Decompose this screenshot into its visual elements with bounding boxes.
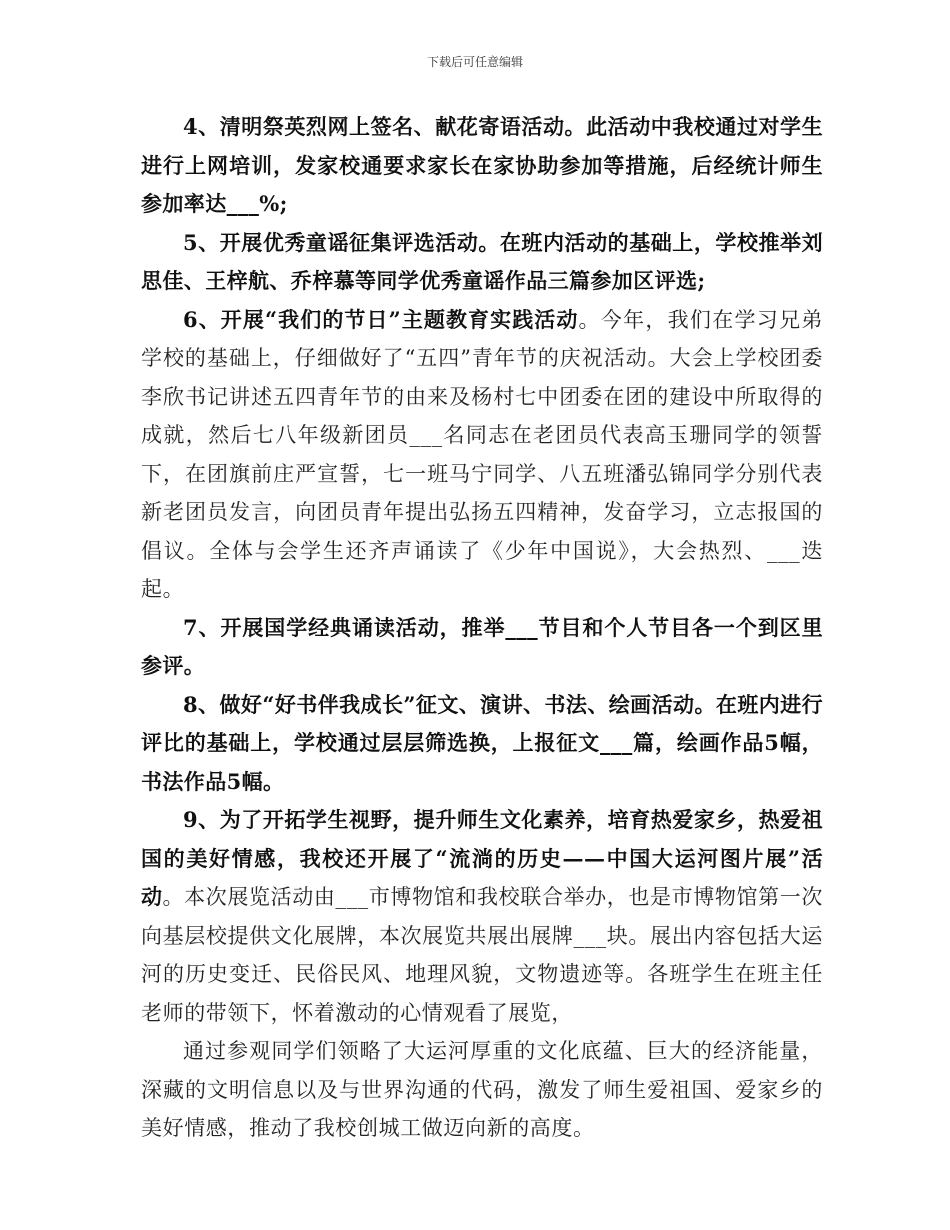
paragraph-conclusion-text: 通过参观同学们领略了大运河厚重的文化底蕴、巨大的经济能量，深藏的文明信息以及与世界沟通的代码，激发了师生爱祖国、爱家乡的美好情感，推动了我校创城工做迈向新的高度。: [141, 1039, 823, 1140]
paragraph-9-bold-text: 9、为了开拓学生视野，提升师生文化素养，培育热爱家乡，热爱祖国的美好情感，我校还开展了“流淌的历史——中国大运河图片展”活动: [141, 807, 823, 909]
paragraph-5-bold-text: 5、开展优秀童谣征集评选活动。在班内活动的基础上，学校推举刘思佳、王梓航、乔梓慕等同学优秀童谣作品三篇参加区评选;: [141, 229, 823, 293]
paragraph-item-6: [141, 301, 823, 609]
paragraph-item-9: [141, 801, 823, 1032]
paragraph-item-5: [141, 224, 823, 301]
paragraph-item-conclusion: [141, 1032, 823, 1148]
paragraph-item-7: [141, 609, 823, 686]
paragraph-item-4: [141, 108, 823, 224]
paragraph-9-text: 。本次展览活动由___市博物馆和我校联合举办，也是市博物馆第一次向基层校提供文化展牌，本次展览共展出展牌___块。展出内容包括大运河的历史变迁、民俗民风、地理风貌，文物遗迹等。各班学生在班主任老师的带领下，怀着激动的心情观看了展览，: [141, 885, 823, 1025]
paragraph-7-bold-text: 7、开展国学经典诵读活动，推举___节目和个人节目各一个到区里参评。: [141, 614, 823, 678]
paragraph-8-bold-text: 8、做好“好书伴我成长”征文、演讲、书法、绘画活动。在班内进行评比的基础上，学校通过层层筛选换，上报征文___篇，绘画作品5幅，书法作品5幅。: [141, 691, 823, 794]
paragraph-item-8: [141, 686, 823, 802]
document-body: [141, 108, 823, 1148]
paragraph-6-text: 。今年，我们在学习兄弟学校的基础上，仔细做好了“五四”青年节的庆祝活动。大会上学校团委李欣书记讲述五四青年节的由来及杨村七中团委在团的建设中所取得的成就，然后七八年级新团员___名同志在老团员代表高玉珊同学的领誓下，在团旗前庄严宣誓，七一班马宁同学、八五班潘弘锦同学分别代表新老团员发言，向团员青年提出弘扬五四精神，发奋学习，立志报国的倡议。全体与会学生还齐声诵读了《少年中国说》，大会热烈、___迭起。: [141, 307, 823, 601]
paragraph-6-bold-text: 6、开展“我们的节日”主题教育实践活动: [183, 306, 579, 332]
page-header: 下载后可任意编辑: [426, 55, 523, 69]
paragraph-4-bold-text: 4、清明祭英烈网上签名、献花寄语活动。此活动中我校通过对学生进行上网培训，发家校通要求家长在家协助参加等措施，后经统计师生参加率达___%;: [141, 114, 823, 216]
